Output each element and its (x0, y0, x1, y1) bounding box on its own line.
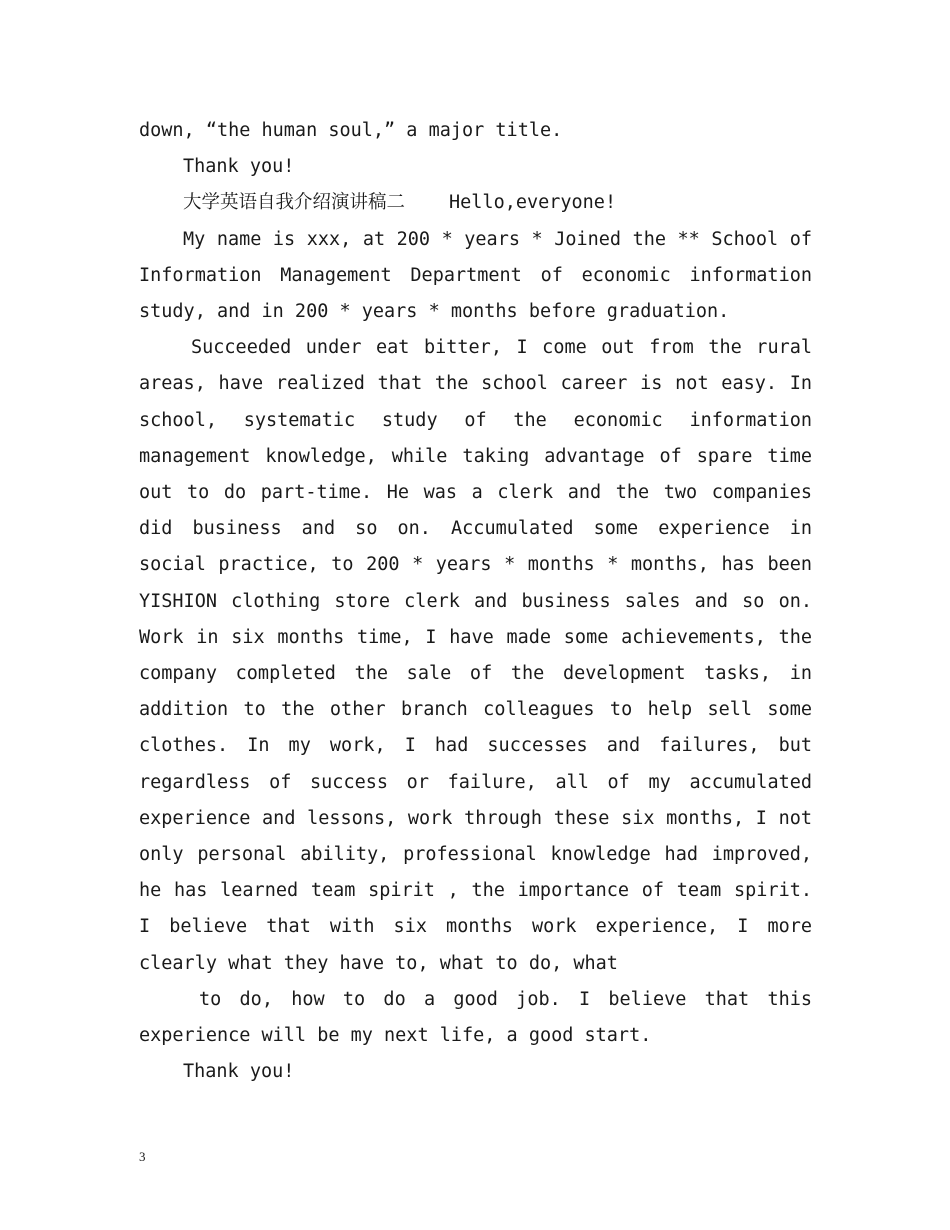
paragraph-closing: to do, how to do a good job. I believe that this experience will be my next life, a good start. (139, 988, 812, 1047)
continuation-line: down, “the human soul,” a major title. (139, 120, 563, 141)
thanks-line-last: Thank you! (183, 1061, 295, 1083)
thanks-line-first: Thank you! (183, 156, 295, 178)
paragraph-experience: Succeeded under eat bitter, I come out from the rural areas, have realized that the school career is not easy. In school, systematic study of the economic information management knowledge, while taking advantage of spare time out to do part-time. He was a clerk and the two companies did business and so on. Accumulated some experience in social practice, to 200 * years * months * months, has been YISHION clothing store clerk and business sales and so on. Work in six months time, I have made some achievements, the company completed the sale of the development tasks, in addition to the other branch colleagues to help sell some clothes. In my work, I had successes and failures, but regardless of success or failure, all of my accumulated experience and lessons, work through these six months, I not only personal ability, professional knowledge had improved, he has learned team spirit , the importance of team spirit. I believe that with six months work experience, I more clearly what they have to, what to do, what (139, 337, 812, 974)
greeting-text: Hello,everyone! (449, 192, 617, 214)
paragraph-intro: My name is xxx, at 200 * years * Joined the ** School of Information Management Department of economic information study, and in 200 * years * months before graduation. (139, 228, 812, 323)
document-body (139, 113, 812, 1090)
section-heading (139, 185, 812, 221)
page-number: 3 (139, 1149, 146, 1164)
section-title: 大学英语自我介绍演讲稿二 (183, 192, 406, 214)
